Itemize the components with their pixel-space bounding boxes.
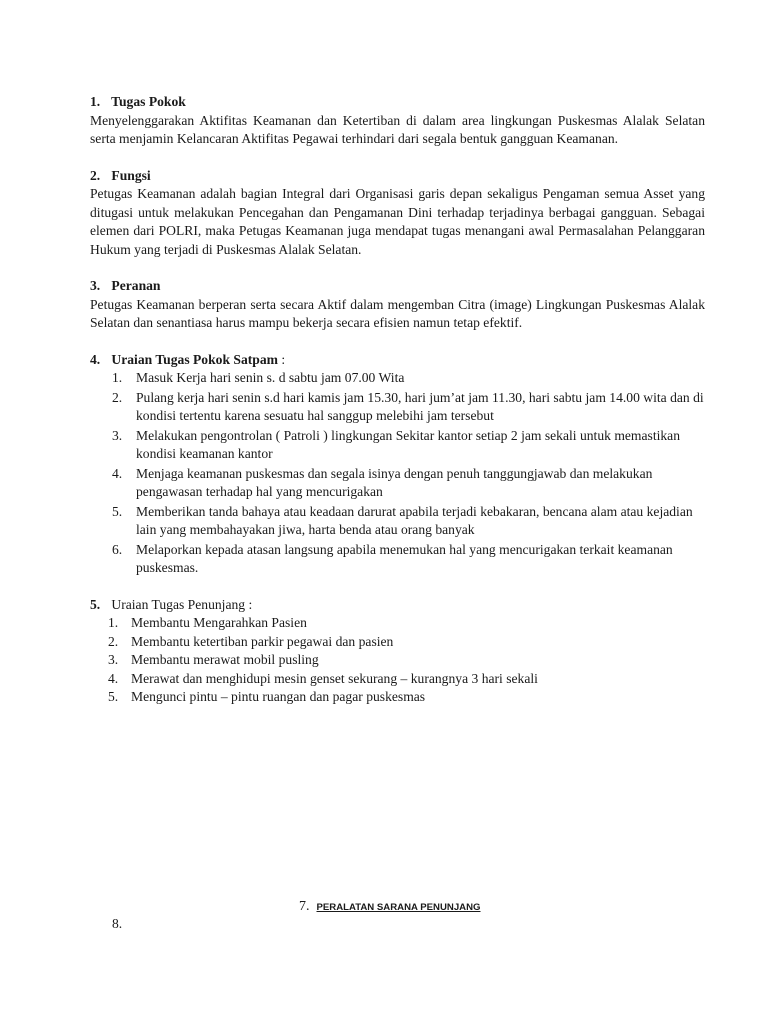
list-item-text: Membantu Mengarahkan Pasien (131, 615, 307, 630)
section-number: 4. (90, 351, 101, 367)
section-number: 1. (90, 94, 101, 109)
document-content (90, 93, 705, 725)
list-item (90, 427, 705, 464)
section-fungsi (90, 167, 705, 260)
section-paragraph: Menyelenggarakan Aktifitas Keamanan dan Ketertiban di dalam area lingkungan Puskesmas Alalak Selatan serta menjamin Kelancaran Aktifitas Pegawai terhindari dari segala bentuk gangguan Keamanan. (90, 112, 705, 146)
section-title: Tugas Pokok (111, 94, 186, 109)
list-number: 3. (108, 652, 119, 667)
list-item (90, 688, 705, 707)
section-peranan (90, 277, 705, 333)
list-item-text: Mengunci pintu – pintu ruangan dan pagar puskesmas (131, 689, 426, 704)
section-title: PERALATAN SARANA PENUNJANG (316, 902, 481, 913)
list-item-text: Masuk Kerja hari senin s. d sabtu jam 07.00 Wita (136, 370, 405, 385)
section-peralatan-heading (299, 897, 481, 918)
section-number: 2. (90, 167, 101, 183)
list-item-text: Menjaga keamanan puskesmas dan segala isinya dengan penuh tanggungjawab dan melakukan pengawasan terhadap hal yang mencurigakan (136, 465, 653, 499)
list-number: 5. (112, 503, 123, 519)
list-number: 4. (112, 465, 123, 481)
list-item (90, 670, 705, 689)
numbered-list (90, 614, 705, 707)
list-number: 2. (112, 389, 123, 405)
numbered-list (90, 369, 705, 578)
section-uraian-tugas-penunjang (90, 596, 705, 707)
list-item (90, 614, 705, 633)
list-item (90, 541, 705, 578)
list-item (90, 465, 705, 502)
section-paragraph: Petugas Keamanan adalah bagian Integral dari Organisasi garis depan sekaligus Pengaman semua Asset yang ditugasi untuk melakukan Pencegahan dan Pengamanan Dini terhadap terjadinya berbagai gangguan. Sebagai elemen dari POLRI, maka Petugas Keamanan juga mendapat tugas menangani awal Permasalahan Pelanggaran Hukum yang terjadi di Puskesmas Alalak Selatan. (90, 186, 705, 257)
section-title: Peranan (111, 278, 161, 293)
section-heading (90, 351, 705, 370)
section-number: 3. (90, 278, 101, 293)
section-title: Uraian Tugas Penunjang : (111, 596, 253, 612)
section-heading (90, 93, 705, 112)
list-number: 1. (108, 615, 119, 630)
list-item-text: Melaporkan kepada atasan langsung apabila menemukan hal yang mencurigakan terkait keamanan puskesmas. (136, 541, 673, 575)
list-item-text: Melakukan pengontrolan ( Patroli ) lingkungan Sekitar kantor setiap 2 jam sekali untuk memastikan kondisi keamanan kantor (136, 427, 681, 461)
list-item (90, 651, 705, 670)
list-item-text: Pulang kerja hari senin s.d hari kamis jam 15.30, hari jum’at jam 11.30, hari sabtu jam 14.00 wita dan di kondisi tertentu karena sesuatu hal sanggup melebihi jam tersebut (136, 389, 704, 423)
section-heading (90, 596, 705, 615)
section-number: 5. (90, 596, 101, 612)
section-heading (90, 167, 705, 186)
section-number: 7. (299, 899, 310, 914)
section-number-8: 8. (112, 916, 123, 931)
list-item (90, 389, 705, 426)
list-number: 5. (108, 689, 119, 704)
list-item-text: Membantu ketertiban parkir pegawai dan pasien (131, 633, 394, 649)
section-paragraph: Petugas Keamanan berperan serta secara Aktif dalam mengemban Citra (image) Lingkungan Puskesmas Alalak Selatan dan senantiasa harus mampu bekerja secara efisien namun tetap efektif. (90, 296, 705, 330)
list-item (90, 503, 705, 540)
section-title: Uraian Tugas Pokok Satpam (111, 351, 278, 367)
list-item-text: Memberikan tanda bahaya atau keadaan darurat apabila terjadi kebakaran, bencana alam atau kejadian lain yang membahayakan jiwa, harta benda atau orang banyak (136, 503, 693, 537)
section-heading (90, 277, 705, 296)
section-title: Fungsi (111, 167, 151, 183)
list-number: 1. (112, 370, 123, 385)
list-item-text: Merawat dan menghidupi mesin genset sekurang – kurangnya 3 hari sekali (131, 670, 538, 686)
section-title-suffix: : (277, 351, 286, 367)
list-number: 6. (112, 541, 123, 557)
section-uraian-tugas-pokok (90, 351, 705, 578)
list-item (90, 369, 705, 388)
list-item (90, 633, 705, 652)
list-number: 2. (108, 633, 119, 649)
list-number: 4. (108, 670, 119, 686)
list-number: 3. (112, 427, 123, 443)
section-tugas-pokok (90, 93, 705, 149)
list-item-text: Membantu merawat mobil pusling (131, 652, 319, 667)
